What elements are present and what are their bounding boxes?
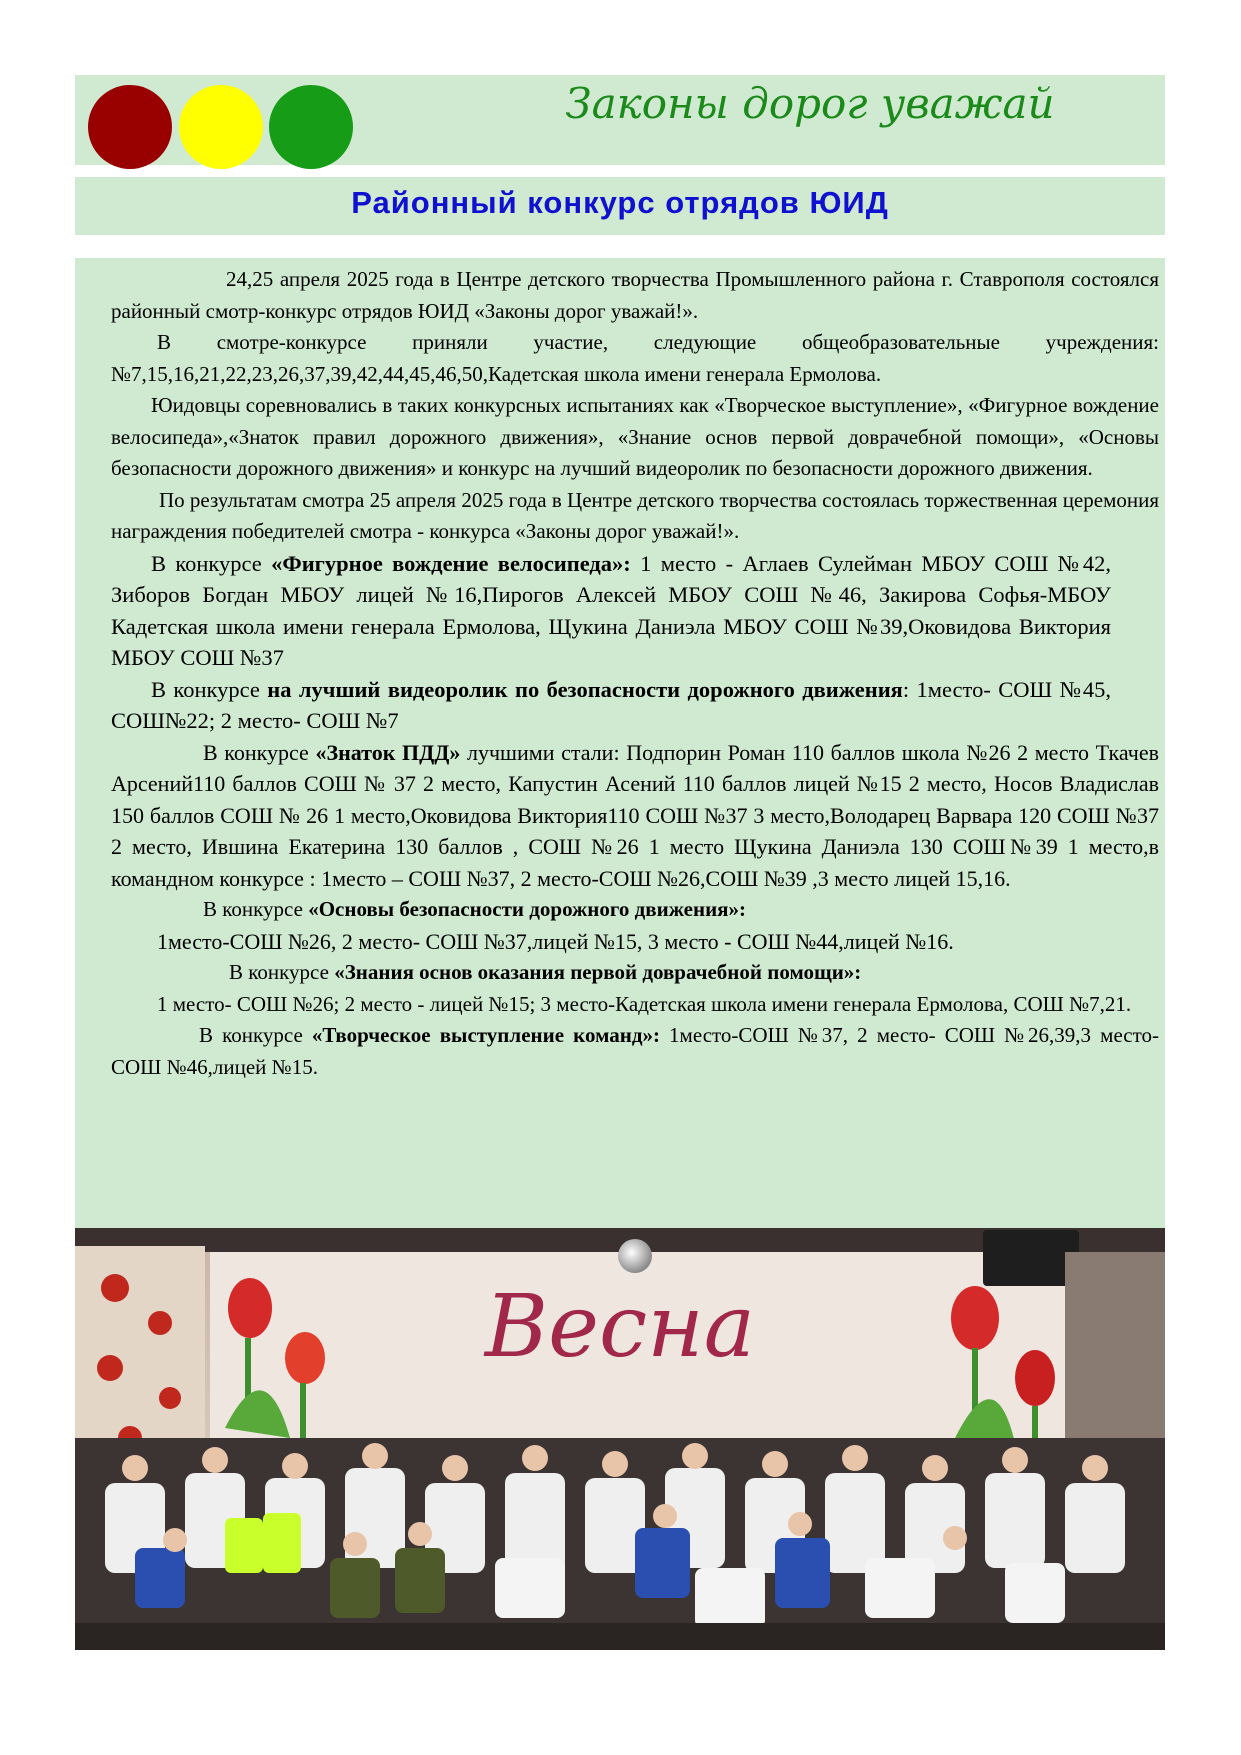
bold-contest-name: «Творческое выступление команд»:	[311, 1023, 660, 1047]
yellow-light-circle	[179, 85, 263, 169]
paragraph-9-results: 1 место- СОШ №26; 2 место - лицей №15; 3 место-Кадетская школа имени генерала Ермолова, СОШ №7,21.	[157, 991, 1132, 1016]
projector	[983, 1230, 1079, 1286]
paragraph-2: В смотре-конкурсе приняли участие, следующие общеобразовательные учреждения: №7,15,16,21,22,23,26,37,39,42,44,45,46,50,Кадетская школа имени генерала Ермолова.	[111, 330, 1159, 386]
paragraph-7: В конкурсе «Знаток ПДД» лучшими стали: Подпорин Роман 110 баллов школа №26 2 место Ткачев Арсений110 баллов СОШ № 37 2 место, Капустин Асений 110 баллов лицей №15 2 место, Носов Владислав 150 баллов СОШ № 26 1 место,Оковидова Виктория110 СОШ №37 3 место,Володарец Варвара 120 СОШ №37 2 место, Ившина Екатерина 130 баллов , СОШ №26 1 место Щукина Даниэла 130 СОШ№39 1 место,в командном конкурсе : 1место – СОШ №37, 2 место-СОШ №26,СОШ №39 ,3 место лицей 15,16.	[111, 739, 1160, 891]
header-bar	[75, 75, 1165, 165]
section-bar	[75, 177, 1165, 235]
article-box	[75, 258, 1165, 1228]
paragraph-10: В конкурсе «Творческое выступление команд»: 1место-СОШ №37, 2 место- СОШ №26,39,3 место- СОШ №46,лицей №15.	[111, 1023, 1160, 1079]
disco-ball	[618, 1239, 652, 1273]
group-photo-illustration	[75, 1228, 1165, 1650]
paragraph-1: 24,25 апреля 2025 года в Центре детского творчества Промышленного района г. Ставрополя состоялся районный смотр-конкурс отрядов ЮИД «Законы дорог уважай!».	[111, 267, 1159, 323]
bold-contest-name: «Знания основ оказания первой доврачебной помощи»:	[334, 960, 862, 984]
article-text	[111, 264, 1159, 1083]
green-light-circle	[269, 85, 353, 169]
bold-contest-name: «Фигурное вождение велосипеда»:	[271, 550, 631, 576]
red-light-circle	[88, 85, 172, 169]
group-photo	[75, 1228, 1165, 1650]
section-title: Районный конкурс отрядов ЮИД	[351, 185, 889, 220]
banner-text: Весна	[484, 1277, 756, 1377]
paragraph-5: В конкурсе «Фигурное вождение велосипеда»: 1 место - Аглаев Сулейман МБОУ СОШ №42, Зиборов Богдан МБОУ лицей №16,Пирогов Алексей МБОУ СОШ №46, Закирова Софья-МБОУ Кадетская школа имени генерала Ермолова, Щукина Даниэла МБОУ СОШ №39,Оковидова Виктория МБОУ СОШ №37	[111, 550, 1111, 670]
paragraph-9: В конкурсе «Знания основ оказания первой доврачебной помощи»:	[229, 960, 862, 984]
paragraph-8-results: 1место-СОШ №26, 2 место- СОШ №37,лицей №15, 3 место - СОШ №44,лицей №16.	[157, 928, 954, 954]
bold-contest-name: «Основы безопасности дорожного движения»:	[308, 897, 747, 921]
page-title: Законы дорог уважай	[565, 79, 1055, 128]
paragraph-3: Юидовцы соревновались в таких конкурсных испытаниях как «Творческое выступление», «Фигурное вождение велосипеда»,«Знаток правил дорожного движения», «Знание основ первой доврачебной помощи», «Основы безопасности дорожного движения» и конкурс на лучший видеоролик по безопасности дорожного движения.	[111, 393, 1159, 480]
paragraph-6: В конкурсе на лучший видеоролик по безопасности дорожного движения: 1место- СОШ №45, СОШ№22; 2 место- СОШ №7	[111, 676, 1111, 733]
paragraph-8: В конкурсе «Основы безопасности дорожного движения»:	[203, 897, 747, 921]
bold-contest-name: «Знаток ПДД»	[315, 739, 461, 765]
bold-contest-name: на лучший видеоролик по безопасности дорожного движения	[267, 676, 903, 702]
crowd	[75, 1438, 1165, 1650]
paragraph-4: По результатам смотра 25 апреля 2025 года в Центре детского творчества состоялась торжественная церемония награждения победителей смотра - конкурса «Законы дорог уважай!».	[111, 487, 1159, 543]
